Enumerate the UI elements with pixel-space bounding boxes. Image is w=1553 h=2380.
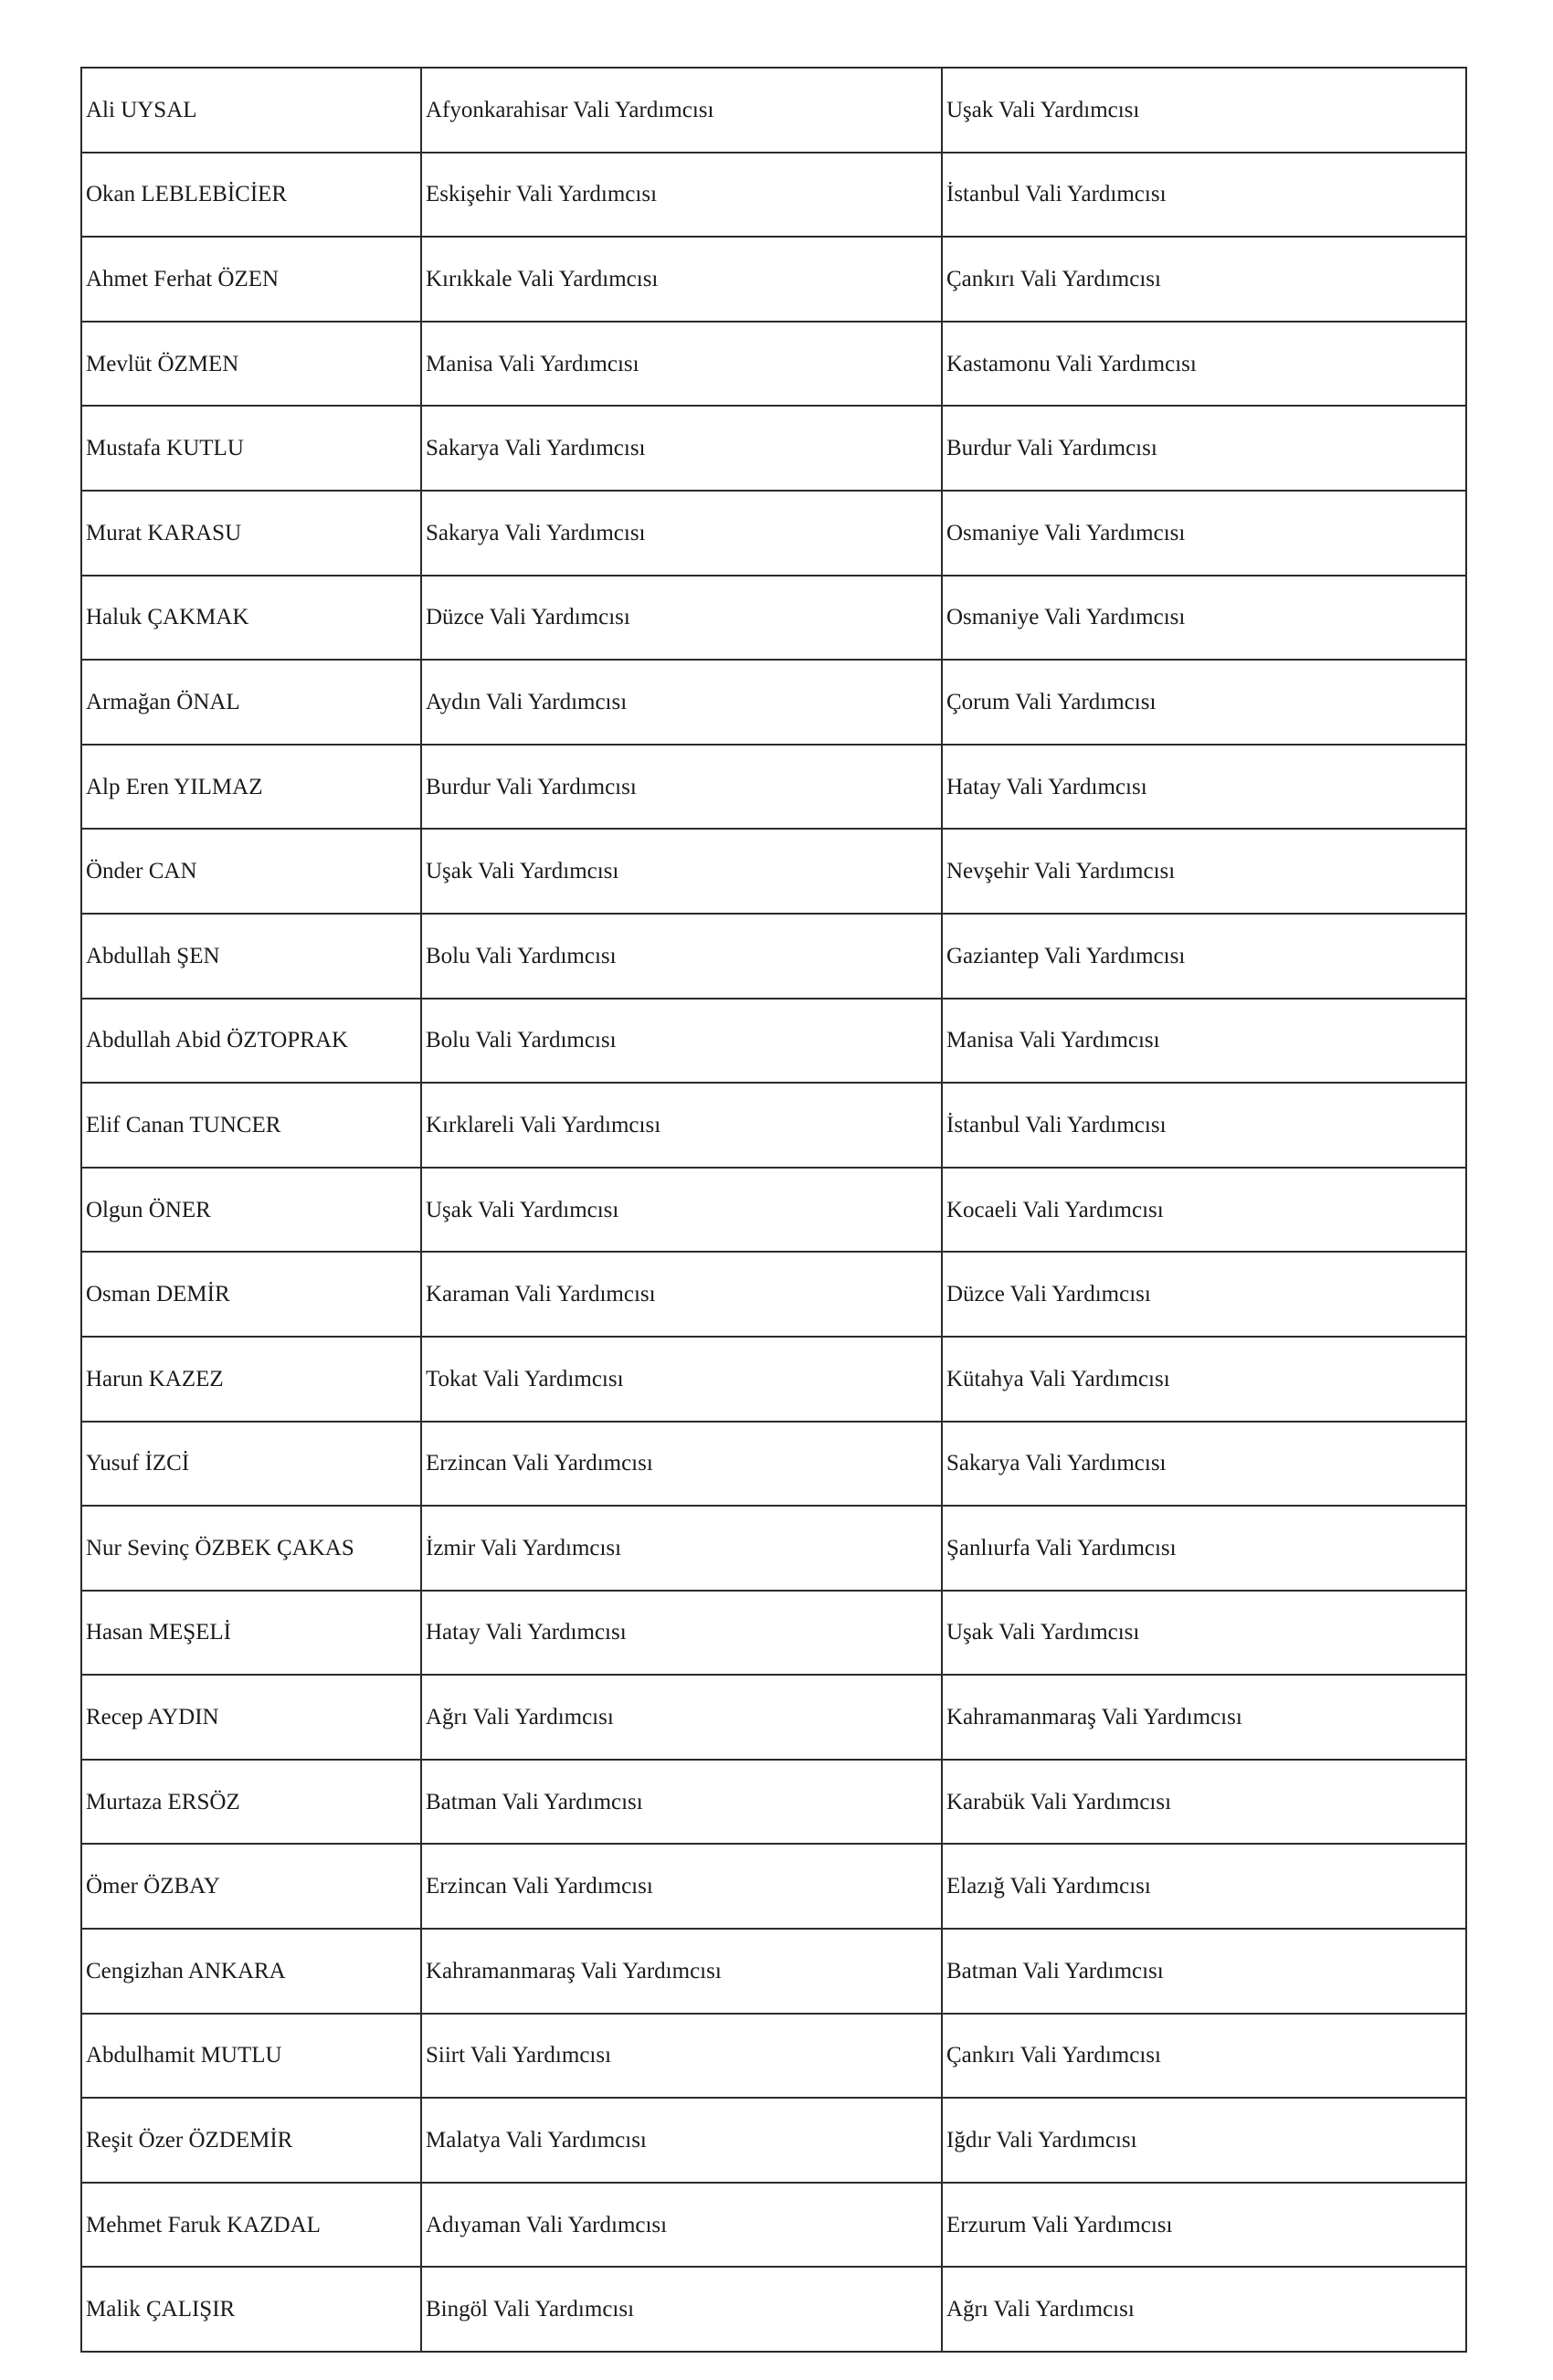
table-row [81, 68, 1466, 153]
table-row [81, 2183, 1466, 2268]
table-row [81, 1337, 1466, 1422]
current-post-cell: Kırıkkale Vali Yardımcısı [421, 237, 942, 322]
person-name-cell: Abdulhamit MUTLU [81, 2014, 421, 2099]
new-post-cell: Çankırı Vali Yardımcısı [942, 237, 1466, 322]
current-post-cell: Kırklareli Vali Yardımcısı [421, 1083, 942, 1168]
person-name-cell: Reşit Özer ÖZDEMİR [81, 2098, 421, 2183]
current-post-cell: Hatay Vali Yardımcısı [421, 1591, 942, 1676]
current-post-cell: Sakarya Vali Yardımcısı [421, 491, 942, 576]
table-row [81, 1083, 1466, 1168]
new-post-cell: Karabük Vali Yardımcısı [942, 1760, 1466, 1845]
person-name-cell: Harun KAZEZ [81, 1337, 421, 1422]
table-row [81, 1929, 1466, 2014]
table-row [81, 153, 1466, 238]
current-post-cell: Uşak Vali Yardımcısı [421, 829, 942, 914]
person-name-cell: Abdullah ŞEN [81, 914, 421, 999]
person-name-cell: Alp Eren YILMAZ [81, 745, 421, 830]
person-name-cell: Murat KARASU [81, 491, 421, 576]
table-row [81, 1168, 1466, 1253]
new-post-cell: Osmaniye Vali Yardımcısı [942, 576, 1466, 661]
new-post-cell: Gaziantep Vali Yardımcısı [942, 914, 1466, 999]
current-post-cell: Malatya Vali Yardımcısı [421, 2098, 942, 2183]
table-row [81, 237, 1466, 322]
person-name-cell: Ömer ÖZBAY [81, 1844, 421, 1929]
table-row [81, 1252, 1466, 1337]
person-name-cell: Elif Canan TUNCER [81, 1083, 421, 1168]
table-row [81, 2014, 1466, 2099]
new-post-cell: Ağrı Vali Yardımcısı [942, 2267, 1466, 2352]
current-post-cell: Erzincan Vali Yardımcısı [421, 1844, 942, 1929]
assignment-table [80, 67, 1467, 2353]
person-name-cell: Mehmet Faruk KAZDAL [81, 2183, 421, 2268]
new-post-cell: Kocaeli Vali Yardımcısı [942, 1168, 1466, 1253]
person-name-cell: Recep AYDIN [81, 1675, 421, 1760]
person-name-cell: Mevlüt ÖZMEN [81, 322, 421, 407]
current-post-cell: Siirt Vali Yardımcısı [421, 2014, 942, 2099]
current-post-cell: Adıyaman Vali Yardımcısı [421, 2183, 942, 2268]
new-post-cell: Düzce Vali Yardımcısı [942, 1252, 1466, 1337]
table-row [81, 491, 1466, 576]
new-post-cell: Çankırı Vali Yardımcısı [942, 2014, 1466, 2099]
current-post-cell: İzmir Vali Yardımcısı [421, 1506, 942, 1591]
person-name-cell: Malik ÇALIŞIR [81, 2267, 421, 2352]
new-post-cell: Manisa Vali Yardımcısı [942, 999, 1466, 1084]
current-post-cell: Düzce Vali Yardımcısı [421, 576, 942, 661]
new-post-cell: Kastamonu Vali Yardımcısı [942, 322, 1466, 407]
new-post-cell: Burdur Vali Yardımcısı [942, 406, 1466, 491]
table-row [81, 406, 1466, 491]
table-row [81, 1760, 1466, 1845]
current-post-cell: Karaman Vali Yardımcısı [421, 1252, 942, 1337]
person-name-cell: Okan LEBLEBİCİER [81, 153, 421, 238]
new-post-cell: Erzurum Vali Yardımcısı [942, 2183, 1466, 2268]
table-row [81, 999, 1466, 1084]
current-post-cell: Batman Vali Yardımcısı [421, 1760, 942, 1845]
current-post-cell: Burdur Vali Yardımcısı [421, 745, 942, 830]
new-post-cell: Kütahya Vali Yardımcısı [942, 1337, 1466, 1422]
current-post-cell: Manisa Vali Yardımcısı [421, 322, 942, 407]
new-post-cell: Nevşehir Vali Yardımcısı [942, 829, 1466, 914]
current-post-cell: Sakarya Vali Yardımcısı [421, 406, 942, 491]
current-post-cell: Bingöl Vali Yardımcısı [421, 2267, 942, 2352]
table-row [81, 576, 1466, 661]
current-post-cell: Eskişehir Vali Yardımcısı [421, 153, 942, 238]
new-post-cell: Kahramanmaraş Vali Yardımcısı [942, 1675, 1466, 1760]
table-row [81, 1844, 1466, 1929]
current-post-cell: Kahramanmaraş Vali Yardımcısı [421, 1929, 942, 2014]
person-name-cell: Olgun ÖNER [81, 1168, 421, 1253]
new-post-cell: İstanbul Vali Yardımcısı [942, 1083, 1466, 1168]
table-row [81, 914, 1466, 999]
person-name-cell: Abdullah Abid ÖZTOPRAK [81, 999, 421, 1084]
current-post-cell: Uşak Vali Yardımcısı [421, 1168, 942, 1253]
person-name-cell: Yusuf İZCİ [81, 1422, 421, 1507]
person-name-cell: Ahmet Ferhat ÖZEN [81, 237, 421, 322]
table-row [81, 1591, 1466, 1676]
current-post-cell: Erzincan Vali Yardımcısı [421, 1422, 942, 1507]
table-row [81, 829, 1466, 914]
table-row [81, 1506, 1466, 1591]
assignment-table-body [81, 68, 1466, 2352]
new-post-cell: Batman Vali Yardımcısı [942, 1929, 1466, 2014]
new-post-cell: Hatay Vali Yardımcısı [942, 745, 1466, 830]
current-post-cell: Bolu Vali Yardımcısı [421, 999, 942, 1084]
person-name-cell: Mustafa KUTLU [81, 406, 421, 491]
new-post-cell: Uşak Vali Yardımcısı [942, 1591, 1466, 1676]
person-name-cell: Nur Sevinç ÖZBEK ÇAKAS [81, 1506, 421, 1591]
new-post-cell: Elazığ Vali Yardımcısı [942, 1844, 1466, 1929]
table-row [81, 660, 1466, 745]
table-row [81, 1422, 1466, 1507]
table-row [81, 322, 1466, 407]
new-post-cell: Uşak Vali Yardımcısı [942, 68, 1466, 153]
table-row [81, 2267, 1466, 2352]
person-name-cell: Önder CAN [81, 829, 421, 914]
current-post-cell: Tokat Vali Yardımcısı [421, 1337, 942, 1422]
new-post-cell: İstanbul Vali Yardımcısı [942, 153, 1466, 238]
current-post-cell: Ağrı Vali Yardımcısı [421, 1675, 942, 1760]
person-name-cell: Osman DEMİR [81, 1252, 421, 1337]
person-name-cell: Cengizhan ANKARA [81, 1929, 421, 2014]
table-row [81, 1675, 1466, 1760]
table-row [81, 2098, 1466, 2183]
new-post-cell: Iğdır Vali Yardımcısı [942, 2098, 1466, 2183]
current-post-cell: Aydın Vali Yardımcısı [421, 660, 942, 745]
current-post-cell: Afyonkarahisar Vali Yardımcısı [421, 68, 942, 153]
new-post-cell: Çorum Vali Yardımcısı [942, 660, 1466, 745]
person-name-cell: Armağan ÖNAL [81, 660, 421, 745]
person-name-cell: Haluk ÇAKMAK [81, 576, 421, 661]
new-post-cell: Osmaniye Vali Yardımcısı [942, 491, 1466, 576]
person-name-cell: Ali UYSAL [81, 68, 421, 153]
new-post-cell: Sakarya Vali Yardımcısı [942, 1422, 1466, 1507]
table-row [81, 745, 1466, 830]
person-name-cell: Hasan MEŞELİ [81, 1591, 421, 1676]
current-post-cell: Bolu Vali Yardımcısı [421, 914, 942, 999]
person-name-cell: Murtaza ERSÖZ [81, 1760, 421, 1845]
new-post-cell: Şanlıurfa Vali Yardımcısı [942, 1506, 1466, 1591]
